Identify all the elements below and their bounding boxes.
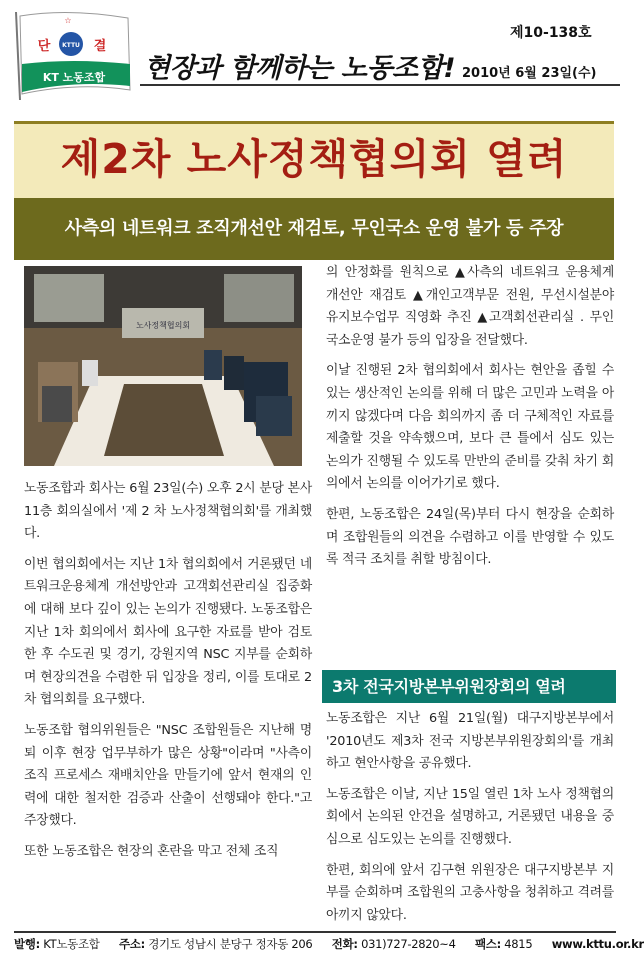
website-link[interactable]: www.kttu.or.kr xyxy=(551,937,644,951)
article-paragraph-1: 노동조합과 회사는 6월 23일(수) 오후 2시 분당 본사 11층 회의실에서 '제 2 차 노사정책협의회'를 개최했다. xyxy=(24,481,312,542)
issue-date: 2010년 6월 23일(수) xyxy=(462,66,597,81)
article-paragraph-2: 이번 협의회에서는 지난 1차 협의회에서 거론됐던 네트워크운용체계 개선방안과 고객회선관리실 집중화에 대해 보다 깊이 있는 논의가 진행됐다. 노동조합은 지난 1차 회의에서 회사에 요구한 자료를 받아 검토한 후 수도권 및 경기, 강원지역 NSC 지부를 순회하며 현장의견을 수렴한 뒤 입장을 정리, 이를 토대로 2차 협의회를 요구했다. xyxy=(24,556,312,708)
flag-left-text: 단 xyxy=(37,39,51,54)
issue-number: 제10-138호 xyxy=(510,25,592,41)
subheadline: 사측의 네트워크 조직개선안 재검토, 무인국소 운영 불가 등 주장 xyxy=(64,218,564,239)
flag-right-text: 결 xyxy=(93,39,107,54)
section-2-paragraph-3: 한편, 회의에 앞서 김구현 위원장은 대구지방본부 지부를 순회하며 조합원의 고충사항을 청취하고 격려를 아끼지 않았다. xyxy=(326,862,614,923)
fax: 4815 xyxy=(504,937,533,951)
flag-bottom-text: KT 노동조합 xyxy=(42,71,106,84)
section-2-heading: 3차 전국지방본부위원장회의 열려 xyxy=(322,670,616,703)
address-label: 주소: xyxy=(118,937,145,951)
article-paragraph-6: 이날 진행된 2차 협의회에서 회사는 현안을 좁힐 수 있는 생산적인 논의를 위해 더 많은 고민과 노력을 아끼지 않겠다며 다음 회의까지 좀 더 구체적인 자료를 제출할 것을 약속했으며, 보다 큰 틀에서 심도 있는 논의가 진행될 수 있도록 만반의 준비를 갖춰 차기 회의에서 논의를 이어가기로 했다. xyxy=(326,363,614,492)
union-flag-logo xyxy=(8,10,133,102)
publisher: KT노동조합 xyxy=(43,937,100,951)
left-column xyxy=(24,478,312,872)
section-2-paragraph-1: 노동조합은 지난 6월 21일(월) 대구지방본부에서 '2010년도 제3차 전국 지방본부위원장회의'를 개최하고 현안사항을 공유했다. xyxy=(326,711,614,772)
section-2-paragraph-2: 노동조합은 이날, 지난 15일 열린 1차 노사 정책협의회에서 논의된 안건을 설명하고, 거론됐던 내용을 중심으로 심도있는 논의를 진행했다. xyxy=(326,786,614,847)
subheadline-band xyxy=(14,198,614,260)
photo-placard-text: 노사정책협의회 xyxy=(135,321,191,330)
address: 경기도 성남시 분당구 정자동 206 xyxy=(148,937,313,951)
article-paragraph-7: 한편, 노동조합은 24일(목)부터 다시 현장을 순회하며 조합원들의 의견을 수렴하고 이를 반영할 수 있도록 적극 조치를 취할 방침이다. xyxy=(326,506,614,568)
newsletter-slogan: 현장과 함께하는 노동조합! xyxy=(144,53,456,84)
footer xyxy=(14,935,644,953)
flag-star: ☆ xyxy=(64,16,72,25)
fax-label: 팩스: xyxy=(474,937,501,951)
headline: 제2차 노사정책협의회 열려 xyxy=(60,135,568,183)
flag-emblem-text: KTTU xyxy=(62,42,80,49)
article-paragraph-3: 노동조합 협의위원들은 "NSC 조합원들은 지난해 명퇴 이후 현장 업무부하가 많은 상황"이라며 "사측이 조직 프로세스 재배치안을 만들기에 앞서 현재의 인력에 대한 철저한 검증과 산출이 선행돼야 한다."고 주장했다. xyxy=(24,722,312,829)
headline-band xyxy=(14,121,614,198)
publisher-label: 발행: xyxy=(14,937,40,951)
meeting-photo xyxy=(24,266,302,466)
header-divider xyxy=(140,84,620,86)
article-paragraph-5: 의 안정화를 원칙으로 ▲사측의 네트워크 운용체계 개선안 재검토 ▲개인고객부문 전원, 무선시설분야 유지보수업무 직영화 추진 ▲고객회선관리실 . 무인국소운영 불가 등의 입장을 전달했다. xyxy=(326,265,614,348)
phone: 031)727-2820~4 xyxy=(361,937,456,951)
article-paragraph-4: 또한 노동조합은 현장의 혼란을 막고 전체 조직 xyxy=(24,843,279,859)
footer-divider xyxy=(14,931,616,933)
right-column xyxy=(326,262,614,580)
phone-label: 전화: xyxy=(331,937,358,951)
section-2-body xyxy=(326,708,614,935)
